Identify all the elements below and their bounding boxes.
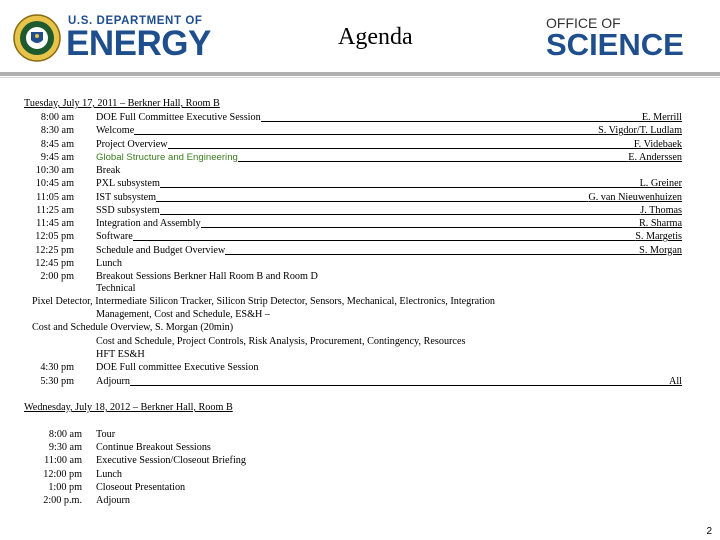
agenda-speaker: R. Sharma (638, 218, 682, 229)
management-label: Management, Cost and Schedule, ES&H – (96, 309, 271, 320)
agenda-speaker: S. Vigdor/T. Ludlam (598, 125, 682, 137)
agenda-time: 10:30 am (35, 165, 74, 176)
agenda-row (96, 165, 682, 177)
department-wordmark: ENERGY (66, 24, 211, 63)
agenda-speaker: L. Greiner (639, 178, 682, 190)
agenda-item: Executive Session/Closeout Briefing (96, 455, 246, 467)
agenda-item: DOE Full committee Executive Session (96, 362, 259, 373)
doe-seal-icon (13, 14, 61, 62)
agenda-row (96, 152, 682, 164)
agenda-row (96, 362, 682, 374)
agenda-time: 10:45 am (35, 178, 74, 190)
agenda-speaker: G. van Nieuwenhuizen (588, 191, 682, 203)
page-title: Agenda (338, 24, 413, 50)
agenda-row (96, 192, 682, 204)
day1-heading: Tuesday, July 17, 2011 – Berkner Hall, Room B (24, 98, 220, 109)
cost-overview: Cost and Schedule Overview, S. Morgan (20min) (32, 322, 234, 333)
agenda-time: 9:45 am (40, 151, 74, 163)
agenda-item: Integration and Assembly (96, 218, 201, 229)
agenda-row (96, 231, 682, 243)
agenda-row (96, 376, 682, 388)
agenda-time: 8:00 am (40, 112, 74, 123)
cost-detail: Cost and Schedule, Project Controls, Risk Analysis, Procurement, Contingency, Resources (96, 336, 466, 347)
agenda-time: 11:25 am (36, 204, 74, 216)
agenda-speaker: E. Anderssen (628, 151, 682, 163)
slide-header (0, 0, 720, 78)
agenda-item: Adjourn (96, 375, 130, 387)
agenda-item: PXL subsystem (96, 178, 160, 190)
agenda-speaker: J. Thomas (640, 204, 682, 216)
agenda-speaker: S. Morgan (639, 244, 682, 256)
technical-detail: Pixel Detector, Intermediate Silicon Tracker, Silicon Strip Detector, Sensors, Mechanical, Electronics, Integration (32, 296, 496, 307)
agenda-item: DOE Full Committee Executive Session (96, 112, 261, 123)
agenda-time: 1:00 pm (48, 481, 82, 493)
agenda-speaker: E. Merrill (641, 112, 682, 123)
agenda-time: 12:45 pm (35, 257, 74, 269)
agenda-time: 9:30 am (48, 442, 82, 454)
agenda-item: Software (96, 231, 133, 243)
agenda-row (96, 112, 682, 124)
agenda-item: Project Overview (96, 138, 168, 150)
agenda-item: Lunch (96, 468, 123, 480)
leader-line (225, 254, 639, 255)
leader-line (201, 227, 639, 228)
agenda-row (96, 139, 682, 151)
agenda-row (96, 205, 682, 217)
leader-line (130, 385, 669, 386)
agenda-item: Tour (96, 429, 116, 440)
header-divider-thin (0, 77, 720, 78)
agenda-row (96, 178, 682, 190)
leader-line (168, 148, 634, 149)
agenda-time: 12:00 pm (43, 468, 82, 480)
agenda-item: SSD subsystem (96, 204, 160, 216)
agenda-time: 4:30 pm (40, 362, 74, 373)
agenda-row (96, 271, 682, 283)
office-of-label: OFFICE OF (546, 15, 621, 31)
leader-line (156, 201, 588, 202)
agenda-time: 2:00 p.m. (43, 495, 82, 506)
agenda-time: 12:25 pm (35, 244, 74, 256)
agenda-speaker: All (668, 375, 682, 387)
agenda-time: 11:05 am (36, 191, 74, 203)
agenda-time: 5:30 pm (40, 375, 74, 387)
leader-line (238, 161, 628, 162)
technical-label: Technical (96, 283, 136, 294)
header-divider (0, 72, 720, 76)
agenda-item: IST subsystem (96, 191, 157, 203)
agenda-time: 11:45 am (36, 218, 74, 229)
agenda-time: 8:45 am (40, 138, 74, 150)
hft-label: HFT ES&H (96, 349, 145, 360)
day2-heading: Wednesday, July 18, 2012 – Berkner Hall, Room B (24, 402, 233, 413)
agenda-time: 12:05 pm (35, 231, 74, 243)
leader-line (160, 187, 640, 188)
agenda-item: Break (96, 165, 121, 176)
agenda-item: Welcome (96, 125, 135, 137)
page-number: 2 (706, 526, 712, 537)
agenda-item: Global Structure and Engineering (96, 151, 238, 163)
agenda-speaker: F. Videbaek (633, 138, 682, 150)
department-line: U.S. DEPARTMENT OF (68, 15, 203, 27)
agenda-item: Lunch (96, 257, 123, 269)
agenda-row (96, 125, 682, 137)
science-wordmark: SCIENCE (546, 27, 684, 62)
leader-line (133, 240, 635, 241)
agenda-item: Continue Breakout Sessions (96, 442, 211, 454)
agenda-row (96, 258, 682, 270)
agenda-speaker: S. Margetis (635, 231, 682, 243)
agenda-time: 8:30 am (40, 125, 74, 137)
agenda-time: 2:00 pm (40, 271, 74, 282)
agenda-item: Schedule and Budget Overview (96, 244, 226, 256)
leader-line (134, 134, 598, 135)
agenda-row (96, 218, 682, 230)
agenda-row (96, 245, 682, 257)
agenda-item: Closeout Presentation (96, 481, 186, 493)
leader-line (261, 121, 642, 122)
agenda-time: 8:00 am (48, 429, 82, 440)
leader-line (160, 214, 641, 215)
agenda-item: Breakout Sessions Berkner Hall Room B and Room D (96, 271, 318, 282)
agenda-time: 11:00 am (44, 455, 82, 467)
agenda-item: Adjourn (96, 495, 130, 506)
